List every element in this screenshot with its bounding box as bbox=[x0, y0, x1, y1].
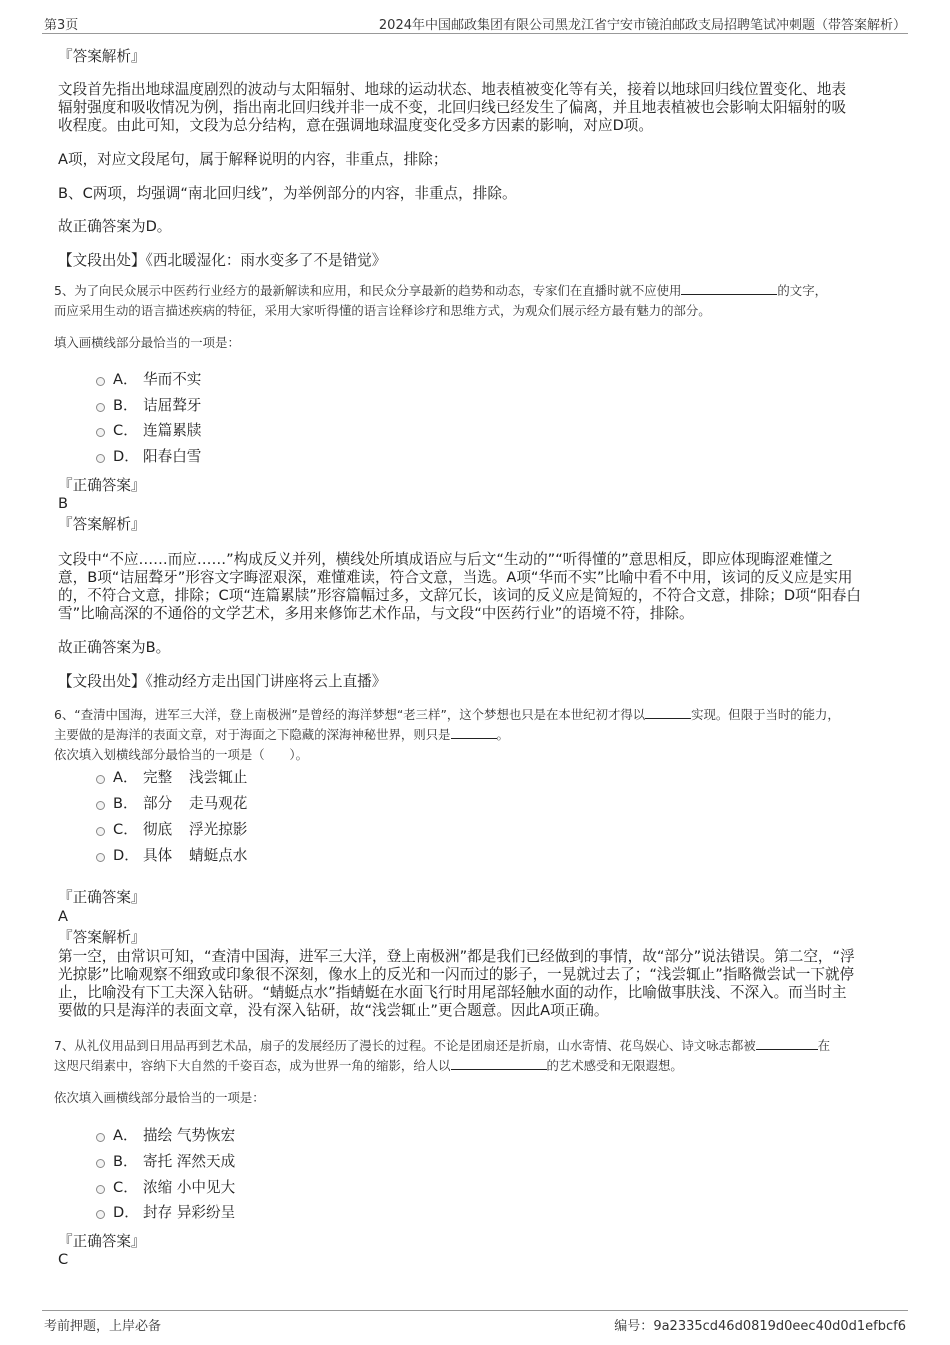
q6-stem-line-2: 主要做的是海洋的表面文章，对于海面之下隐藏的深海神秘世界，则只是 。 bbox=[54, 727, 509, 742]
q6-analysis-label: 『答案解析』 bbox=[58, 929, 146, 946]
q5-option-d[interactable]: D． 阳春白雪 bbox=[96, 448, 201, 466]
q4-conclusion: 故正确答案为D。 bbox=[58, 218, 172, 235]
q5-analysis-line: 雪”比喻高深的不通俗的文学艺术，多用来修饰艺术作品，与文段“中医药行业”的语境不符，排除。 bbox=[58, 605, 694, 622]
q5-prompt: 填入画横线部分最恰当的一项是： bbox=[54, 335, 240, 350]
header-divider bbox=[42, 33, 908, 34]
radio-icon[interactable] bbox=[96, 775, 105, 784]
q7-stem-line-1: 7、从礼仪用品到日用品再到艺术品，扇子的发展经历了漫长的过程。不论是团扇还是折扇，山水寄情、花鸟娱心、诗文咏志都被 在 bbox=[54, 1038, 831, 1053]
q5-answer-label: 『正确答案』 bbox=[58, 477, 146, 494]
q6-option-b[interactable]: B． 部分 走马观花 bbox=[96, 795, 247, 813]
q5-analysis-label: 『答案解析』 bbox=[58, 516, 146, 533]
q7-option-c[interactable]: C． 浓缩 小中见大 bbox=[96, 1179, 235, 1197]
radio-icon[interactable] bbox=[96, 801, 105, 810]
radio-icon[interactable] bbox=[96, 428, 105, 437]
q4-source: 【文段出处】《西北暖湿化：雨水变多了不是错觉》 bbox=[58, 252, 387, 269]
q4-note-bc: B、C两项，均强调“南北回归线”，为举例部分的内容，非重点，排除。 bbox=[58, 185, 517, 202]
q6-answer: A bbox=[58, 908, 68, 925]
q5-analysis-line: 的，不符合文意，排除；C项“连篇累牍”形容篇幅过多，文辞冗长，该词的反义应是简短的，不符合文意，排除；D项“阳春白 bbox=[58, 587, 861, 604]
q5-analysis-line: 意，B项“诘屈聱牙”形容文字晦涩艰深，难懂难读，符合文意，当选。A项“华而不实”比喻中看不中用，该词的反义应是实用 bbox=[58, 569, 853, 586]
q5-blank bbox=[681, 282, 777, 295]
q7-option-a[interactable]: A． 描绘 气势恢宏 bbox=[96, 1127, 235, 1145]
q6-stem-line-1: 6、“查清中国海，进军三大洋，登上南极洲”是曾经的海洋梦想“老三样”，这个梦想也只是在本世纪初才得以 实现。但限于当时的能力， bbox=[54, 707, 840, 722]
q7-answer-label: 『正确答案』 bbox=[58, 1233, 146, 1250]
q7-prompt: 依次填入画横线部分最恰当的一项是： bbox=[54, 1090, 265, 1105]
q7-answer: C bbox=[58, 1251, 69, 1268]
q7-option-b[interactable]: B． 寄托 浑然天成 bbox=[96, 1153, 235, 1171]
q5-answer: B bbox=[58, 495, 69, 512]
q7-blank-1 bbox=[756, 1037, 818, 1050]
q4-analysis-line: 文段首先指出地球温度剧烈的波动与太阳辐射、地球的运动状态、地表植被变化等有关，接着以地球回归线位置变化、地表 bbox=[58, 81, 847, 98]
q6-analysis-line: 要做的只是海洋的表面文章，没有深入钻研，故“浅尝辄止”更合题意。因此A项正确。 bbox=[58, 1002, 609, 1019]
q5-analysis-line: 文段中“不应……而应……”构成反义并列，横线处所填成语应与后文“生动的”“听得懂的”意思相反，即应体现晦涩难懂之 bbox=[58, 551, 834, 568]
q6-answer-label: 『正确答案』 bbox=[58, 889, 146, 906]
q5-option-a[interactable]: A． 华而不实 bbox=[96, 371, 201, 389]
radio-icon[interactable] bbox=[96, 403, 105, 412]
q6-blank-1 bbox=[645, 706, 691, 719]
q4-note-a: A项，对应文段尾句，属于解释说明的内容，非重点，排除； bbox=[58, 151, 448, 168]
radio-icon[interactable] bbox=[96, 1210, 105, 1219]
q4-analysis-line: 辐射强度和吸收情况为例，指出南北回归线并非一成不变，北回归线已经发生了偏离，并且地表植被也会影响太阳辐射的吸 bbox=[58, 99, 847, 116]
q5-option-c[interactable]: C． 连篇累牍 bbox=[96, 422, 201, 440]
q6-option-c[interactable]: C． 彻底 浮光掠影 bbox=[96, 821, 247, 839]
q5-source: 【文段出处】《推动经方走出国门讲座将云上直播》 bbox=[58, 673, 387, 690]
page-number: 第3页 bbox=[44, 18, 79, 33]
q7-option-d[interactable]: D． 封存 异彩纷呈 bbox=[96, 1204, 235, 1222]
q6-option-a[interactable]: A． 完整 浅尝辄止 bbox=[96, 769, 247, 787]
document-title: 2024年中国邮政集团有限公司黑龙江省宁安市镜泊邮政支局招聘笔试冲刺题（带答案解析） bbox=[378, 18, 906, 33]
q6-analysis-line: 第一空，由常识可知，“查清中国海，进军三大洋，登上南极洲”都是我们已经做到的事情，故“部分”说法错误。第二空，“浮 bbox=[58, 948, 855, 965]
radio-icon[interactable] bbox=[96, 827, 105, 836]
q5-stem-line-1: 5、为了向民众展示中医药行业经方的最新解读和应用，和民众分享最新的趋势和动态，专家们在直播时就不应使用 的文字， bbox=[54, 283, 827, 298]
radio-icon[interactable] bbox=[96, 1133, 105, 1142]
q6-blank-2 bbox=[451, 726, 497, 739]
footer-divider bbox=[42, 1310, 908, 1311]
radio-icon[interactable] bbox=[96, 1185, 105, 1194]
radio-icon[interactable] bbox=[96, 377, 105, 386]
q7-stem-line-2: 这咫尺绢素中，容纳下大自然的千姿百态，成为世界一角的缩影，给人以 的艺术感受和无限遐想。 bbox=[54, 1058, 683, 1073]
q4-analysis-label: 『答案解析』 bbox=[58, 48, 146, 65]
q5-stem-line-2: 而应采用生动的语言描述疾病的特征，采用大家听得懂的语言诠释诊疗和思维方式，为观众们展示经方最有魅力的部分。 bbox=[54, 303, 711, 318]
radio-icon[interactable] bbox=[96, 853, 105, 862]
footer-id: 编号：9a2335cd46d0819d0eec40d0d1efbcf6 bbox=[614, 1319, 906, 1334]
q6-analysis-line: 止，比喻没有下工夫深入钻研。“蜻蜓点水”指蜻蜓在水面飞行时用尾部轻触水面的动作，比喻做事肤浅、不深入。而当时主 bbox=[58, 984, 847, 1001]
q6-option-d[interactable]: D． 具体 蜻蜓点水 bbox=[96, 847, 247, 865]
radio-icon[interactable] bbox=[96, 1159, 105, 1168]
q5-conclusion: 故正确答案为B。 bbox=[58, 639, 171, 656]
q6-prompt: 依次填入划横线部分最恰当的一项是（ ）。 bbox=[54, 747, 309, 762]
radio-icon[interactable] bbox=[96, 454, 105, 463]
footer-slogan: 考前押题，上岸必备 bbox=[44, 1319, 162, 1334]
q7-blank-2 bbox=[451, 1057, 547, 1070]
q4-analysis-line: 收程度。由此可知，文段为总分结构，意在强调地球温度变化受多方因素的影响，对应D项。 bbox=[58, 117, 653, 134]
q6-analysis-line: 光掠影”比喻观察不细致或印象很不深刻，像水上的反光和一闪而过的影子，一晃就过去了；“浅尝辄止”指略微尝试一下就停 bbox=[58, 966, 855, 983]
q5-option-b[interactable]: B． 诘屈聱牙 bbox=[96, 397, 201, 415]
